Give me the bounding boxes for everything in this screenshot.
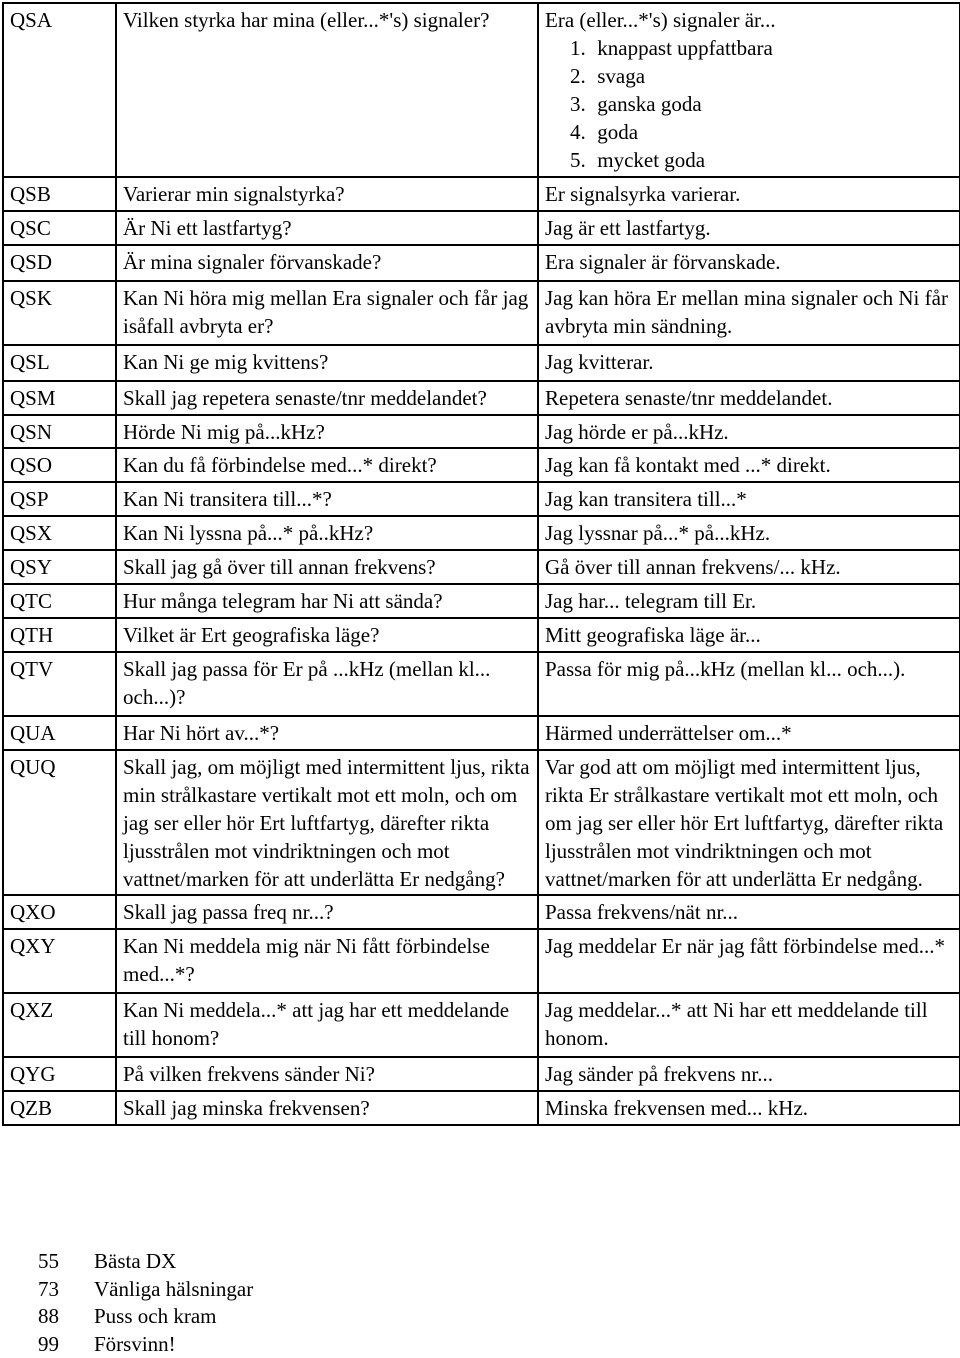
q-code-table-body	[3, 3, 960, 1125]
q-code-text: QXZ	[10, 998, 53, 1022]
answer-cell-text: Repetera senaste/tnr meddelandet.	[545, 386, 832, 410]
table-row	[3, 381, 960, 415]
table-row	[3, 618, 960, 652]
scale-option-number: 4.	[570, 118, 592, 146]
answer-cell-text: Jag kan transitera till...*	[545, 487, 747, 511]
legend-body	[38, 1248, 253, 1358]
question-cell-text: Kan Ni meddela mig när Ni fått förbindelse med...*?	[123, 934, 490, 986]
question-cell	[116, 716, 538, 750]
table-row	[3, 211, 960, 245]
legend-item	[38, 1248, 253, 1276]
scale-option-text: mycket goda	[597, 148, 705, 172]
question-cell	[116, 3, 538, 177]
q-code-text: QSY	[10, 555, 52, 579]
answer-cell-text: Jag kan höra Er mellan mina signaler och Ni får avbryta min sändning.	[545, 286, 948, 338]
q-code	[3, 482, 116, 516]
table-row	[3, 177, 960, 211]
answer-cell	[538, 415, 960, 448]
question-cell-text: Skall jag passa för Er på ...kHz (mellan kl... och...)?	[123, 657, 490, 709]
answer-cell-text: Mitt geografiska läge är...	[545, 623, 761, 647]
question-cell-text: Skall jag passa freq nr...?	[123, 900, 334, 924]
q-code	[3, 516, 116, 550]
answer-cell	[538, 550, 960, 584]
q-code-text: QSA	[10, 8, 52, 32]
q-code	[3, 415, 116, 448]
question-cell-text: Skall jag gå över till annan frekvens?	[123, 555, 436, 579]
question-cell-text: Skall jag repetera senaste/tnr meddelandet?	[123, 386, 487, 410]
q-code-text: QZB	[10, 1096, 52, 1120]
answer-cell	[538, 584, 960, 618]
legend-item	[38, 1276, 253, 1304]
answer-cell	[538, 652, 960, 716]
q-code-text: QSO	[10, 453, 52, 477]
legend-code: 99	[38, 1331, 94, 1358]
question-cell	[116, 618, 538, 652]
question-cell-text: Kan Ni höra mig mellan Era signaler och får jag isåfall avbryta er?	[123, 286, 528, 338]
table-row	[3, 895, 960, 929]
q-code-text: QTC	[10, 589, 52, 613]
answer-cell-text: Passa för mig på...kHz (mellan kl... och...).	[545, 657, 905, 681]
scale-option-number: 1.	[570, 34, 592, 62]
question-cell	[116, 448, 538, 482]
legend-code: 88	[38, 1303, 94, 1331]
answer-cell	[538, 929, 960, 993]
q-code	[3, 584, 116, 618]
answer-cell	[538, 1091, 960, 1125]
question-cell-text: Är mina signaler förvanskade?	[123, 250, 381, 274]
question-cell	[116, 652, 538, 716]
answer-cell-text: Jag har... telegram till Er.	[545, 589, 756, 613]
question-cell-text: Kan Ni lyssna på...* på..kHz?	[123, 521, 373, 545]
answer-cell-text: Passa frekvens/nät nr...	[545, 900, 738, 924]
answer-cell	[538, 245, 960, 281]
legend-meaning: Bästa DX	[94, 1248, 253, 1276]
question-cell-text: Kan Ni ge mig kvittens?	[123, 350, 328, 374]
signal-strength-scale	[545, 34, 953, 174]
answer-cell-text: Var god att om möjligt med intermittent ljus, rikta Er strålkastare vertikalt mot ett moln, och om jag ser eller hör Ert luftfartyg, därefter rikta ljusstrålen mot vindriktningen och mot vattnet/marken för att underlätta Er nedgång.	[545, 755, 943, 891]
table-row	[3, 584, 960, 618]
table-row	[3, 929, 960, 993]
q-code	[3, 550, 116, 584]
table-row	[3, 550, 960, 584]
q-code-text: QSN	[10, 420, 52, 444]
scale-option-text: knappast uppfattbara	[597, 36, 773, 60]
q-code-text: QUQ	[10, 755, 56, 779]
question-cell-text: På vilken frekvens sänder Ni?	[123, 1062, 375, 1086]
question-cell	[116, 245, 538, 281]
scale-option-number: 3.	[570, 90, 592, 118]
q-code-text: QXO	[10, 900, 56, 924]
q-code	[3, 716, 116, 750]
q-code-text: QSX	[10, 521, 52, 545]
answer-cell-text: Jag hörde er på...kHz.	[545, 420, 729, 444]
answer-cell	[538, 482, 960, 516]
scale-option-number: 2.	[570, 62, 592, 90]
table-row	[3, 482, 960, 516]
answer-cell	[538, 516, 960, 550]
q-code	[3, 345, 116, 381]
legend-meaning: Vänliga hälsningar	[94, 1276, 253, 1304]
table-row	[3, 415, 960, 448]
question-cell	[116, 929, 538, 993]
answer-cell-text: Jag meddelar Er när jag fått förbindelse med...*	[545, 934, 945, 958]
answer-cell-text: Jag kvitterar.	[545, 350, 653, 374]
scale-option-text: svaga	[597, 64, 645, 88]
table-row	[3, 750, 960, 895]
q-code-text: QUA	[10, 721, 56, 745]
q-code-text: QSD	[10, 250, 52, 274]
question-cell	[116, 550, 538, 584]
q-code-text: QSC	[10, 216, 51, 240]
legend-item	[38, 1331, 253, 1358]
question-cell	[116, 482, 538, 516]
question-cell	[116, 177, 538, 211]
legend-meaning: Försvinn!	[94, 1331, 253, 1358]
table-row	[3, 345, 960, 381]
answer-cell	[538, 448, 960, 482]
answer-cell	[538, 618, 960, 652]
answer-cell-text: Minska frekvensen med... kHz.	[545, 1096, 808, 1120]
q-code-text: QYG	[10, 1062, 56, 1086]
q-code	[3, 993, 116, 1057]
question-cell-text: Hörde Ni mig på...kHz?	[123, 420, 325, 444]
q-code	[3, 895, 116, 929]
answer-cell	[538, 750, 960, 895]
question-cell	[116, 993, 538, 1057]
q-code-text: QTH	[10, 623, 53, 647]
question-cell	[116, 415, 538, 448]
table-row	[3, 993, 960, 1057]
q-code	[3, 177, 116, 211]
question-cell-text: Kan du få förbindelse med...* direkt?	[123, 453, 437, 477]
question-cell-text: Vilket är Ert geografiska läge?	[123, 623, 379, 647]
q-code	[3, 448, 116, 482]
question-cell-text: Skall jag minska frekvensen?	[123, 1096, 370, 1120]
scale-option	[545, 90, 953, 118]
question-cell	[116, 1091, 538, 1125]
q-code-text: QSP	[10, 487, 49, 511]
scale-option-text: ganska goda	[597, 92, 701, 116]
question-cell	[116, 211, 538, 245]
q-code-text: QSL	[10, 350, 50, 374]
answer-cell-text: Jag meddelar...* att Ni har ett meddelande till honom.	[545, 998, 928, 1050]
q-code	[3, 929, 116, 993]
q-code	[3, 1057, 116, 1091]
scale-option	[545, 34, 953, 62]
question-cell-text: Vilken styrka har mina (eller...*'s) signaler?	[123, 8, 489, 32]
table-row	[3, 1091, 960, 1125]
scale-option-text: goda	[597, 120, 638, 144]
scale-option	[545, 146, 953, 174]
question-cell-text: Varierar min signalstyrka?	[123, 182, 345, 206]
answer-cell-text: Gå över till annan frekvens/... kHz.	[545, 555, 841, 579]
question-cell	[116, 895, 538, 929]
question-cell-text: Hur många telegram har Ni att sända?	[123, 589, 443, 613]
table-row	[3, 3, 960, 177]
question-cell	[116, 1057, 538, 1091]
answer-cell	[538, 3, 960, 177]
question-cell-text: Skall jag, om möjligt med intermittent ljus, rikta min strålkastare vertikalt mot ett moln, och om jag ser eller hör Ert luftfartyg, därefter rikta ljusstrålen mot vindriktningen och mot vattnet/marken för att underlätta Er nedgång?	[123, 755, 530, 891]
question-cell-text: Är Ni ett lastfartyg?	[123, 216, 292, 240]
answer-cell	[538, 381, 960, 415]
answer-cell-text: Er signalsyrka varierar.	[545, 182, 740, 206]
q-code-text: QSK	[10, 286, 52, 310]
legend-code: 73	[38, 1276, 94, 1304]
table-row	[3, 716, 960, 750]
question-cell	[116, 584, 538, 618]
answer-cell-text: Era (eller...*'s) signaler är...	[545, 8, 776, 32]
answer-cell-text: Jag kan få kontakt med ...* direkt.	[545, 453, 831, 477]
q-code-table	[2, 2, 960, 1126]
table-row	[3, 1057, 960, 1091]
question-cell-text: Har Ni hört av...*?	[123, 721, 279, 745]
answer-cell	[538, 345, 960, 381]
table-row	[3, 516, 960, 550]
answer-cell-text: Era signaler är förvanskade.	[545, 250, 781, 274]
table-row	[3, 281, 960, 345]
question-cell-text: Kan Ni transitera till...*?	[123, 487, 332, 511]
answer-cell	[538, 993, 960, 1057]
q-code-text: QSM	[10, 386, 56, 410]
answer-cell-text: Jag är ett lastfartyg.	[545, 216, 711, 240]
answer-cell	[538, 177, 960, 211]
q-code-text: QSB	[10, 182, 51, 206]
scale-option-number: 5.	[570, 146, 592, 174]
answer-cell	[538, 716, 960, 750]
answer-cell	[538, 281, 960, 345]
q-code	[3, 652, 116, 716]
legend-meaning: Puss och kram	[94, 1303, 253, 1331]
question-cell	[116, 381, 538, 415]
q-code	[3, 281, 116, 345]
question-cell	[116, 345, 538, 381]
q-code	[3, 211, 116, 245]
number-code-legend	[38, 1248, 253, 1358]
q-code	[3, 1091, 116, 1125]
q-code-text: QXY	[10, 934, 56, 958]
answer-cell	[538, 895, 960, 929]
answer-cell	[538, 211, 960, 245]
q-code	[3, 245, 116, 281]
scale-option	[545, 62, 953, 90]
answer-cell-text: Härmed underrättelser om...*	[545, 721, 792, 745]
legend-code: 55	[38, 1248, 94, 1276]
table-row	[3, 652, 960, 716]
answer-cell	[538, 1057, 960, 1091]
answer-cell-text: Jag sänder på frekvens nr...	[545, 1062, 773, 1086]
table-row	[3, 448, 960, 482]
q-code-text: QTV	[10, 657, 53, 681]
question-cell	[116, 281, 538, 345]
answer-cell-text: Jag lyssnar på...* på...kHz.	[545, 521, 770, 545]
q-code	[3, 618, 116, 652]
q-code	[3, 3, 116, 177]
legend-item	[38, 1303, 253, 1331]
scale-option	[545, 118, 953, 146]
question-cell-text: Kan Ni meddela...* att jag har ett meddelande till honom?	[123, 998, 509, 1050]
table-row	[3, 245, 960, 281]
question-cell	[116, 516, 538, 550]
question-cell	[116, 750, 538, 895]
q-code	[3, 750, 116, 895]
q-code	[3, 381, 116, 415]
